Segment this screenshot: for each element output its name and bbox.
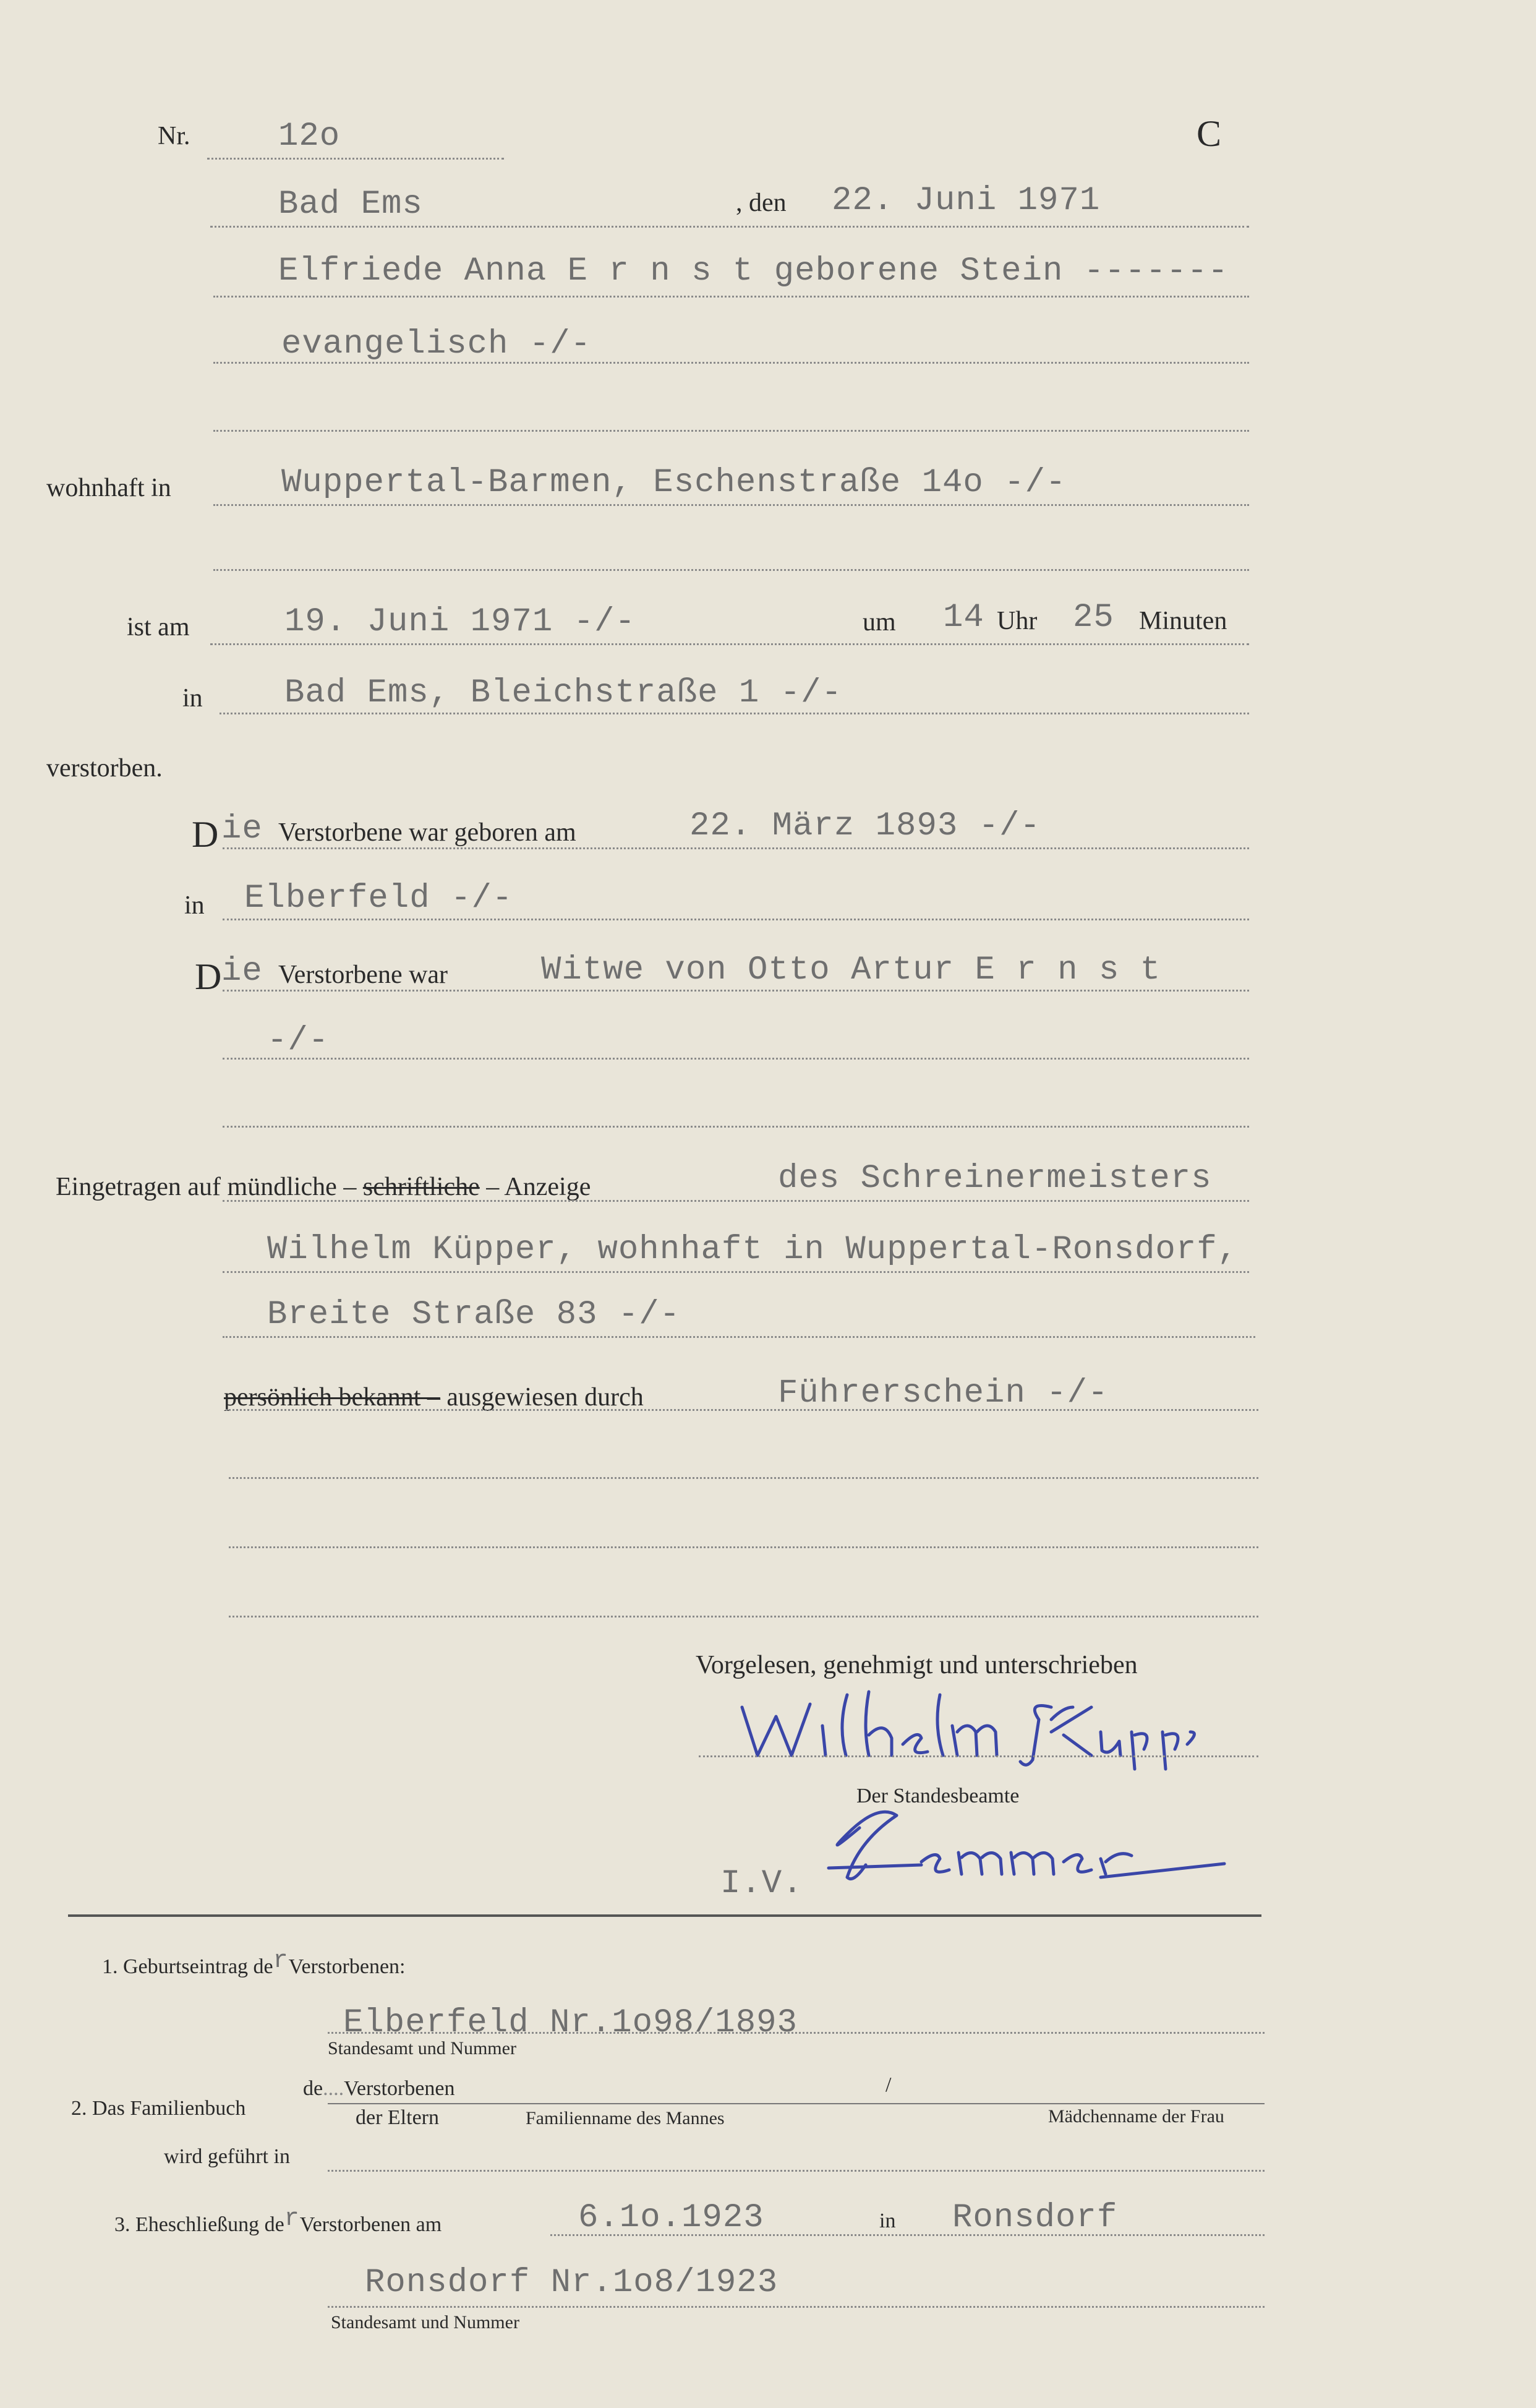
footer-item2-de-text: de bbox=[303, 2077, 323, 2100]
signer-signature bbox=[730, 1682, 1200, 1775]
identification-struck-text: persönlich bekannt – bbox=[224, 1383, 440, 1412]
signer-rule bbox=[699, 1755, 1258, 1757]
footer-item3-in: in bbox=[879, 2209, 896, 2232]
footer-item1-value: Elberfeld Nr.1o98/1893 bbox=[343, 2004, 798, 2042]
registrar-label: Der Standesbeamte bbox=[856, 1785, 1020, 1807]
blank-rule-2 bbox=[213, 569, 1249, 571]
status-line2: -/- bbox=[267, 1022, 330, 1060]
registration-line3: Breite Straße 83 -/- bbox=[267, 1296, 681, 1334]
nr-label: Nr. bbox=[158, 122, 190, 150]
place-rule bbox=[210, 226, 1249, 228]
death-date: 19. Juni 1971 -/- bbox=[284, 603, 636, 641]
footer-item2-caption-mann: Familienname des Mannes bbox=[526, 2108, 725, 2128]
um-label: um bbox=[863, 608, 896, 636]
registration-struck-text: schriftliche bbox=[362, 1173, 480, 1201]
footer-item3-label-start: 3. Eheschließung de bbox=[114, 2213, 284, 2236]
residence-value: Wuppertal-Barmen, Eschenstraße 14o -/- bbox=[281, 464, 1067, 502]
death-in-label: in bbox=[182, 684, 203, 713]
footer-item2-de bbox=[303, 2077, 454, 2101]
iv-label: I.V. bbox=[720, 1865, 803, 1903]
footer-item3-value: Ronsdorf Nr.1o8/1923 bbox=[365, 2264, 779, 2302]
footer-item1-label-end: Verstorbenen: bbox=[288, 1955, 406, 1978]
footer-item2-rule2 bbox=[328, 2170, 1265, 2172]
birth-d-prefix: D bbox=[192, 814, 219, 855]
footer-item2-slash: / bbox=[885, 2073, 892, 2096]
birth-label: Verstorbene war geboren am bbox=[278, 818, 576, 847]
footer-item2-dots: .... bbox=[323, 2077, 344, 2100]
deceased-name: Elfriede Anna E r n s t geborene Stein ------- bbox=[278, 252, 1229, 290]
footer-item3-place: Ronsdorf bbox=[952, 2199, 1118, 2237]
birth-in-label: in bbox=[184, 891, 205, 920]
place-value: Bad Ems bbox=[278, 186, 423, 223]
den-label: , den bbox=[736, 189, 787, 217]
footer-item3-caption: Standesamt und Nummer bbox=[331, 2312, 519, 2333]
footer-item1-sup: r bbox=[273, 1947, 289, 1975]
registration-rule-1 bbox=[223, 1200, 1249, 1202]
status-d-prefix: D bbox=[195, 956, 222, 997]
death-hour: 14 bbox=[943, 599, 984, 636]
verstorben-label: verstorben. bbox=[46, 754, 163, 782]
nr-value: 12o bbox=[278, 118, 341, 155]
status-value: Witwe von Otto Artur E r n s t bbox=[541, 951, 1161, 989]
death-place-rule bbox=[220, 713, 1249, 714]
birth-place-rule bbox=[223, 919, 1249, 920]
registrar-signature bbox=[810, 1791, 1243, 1896]
identification-label bbox=[224, 1382, 644, 1412]
identification-value: Führerschein -/- bbox=[778, 1374, 1109, 1412]
religion-rule bbox=[213, 362, 1249, 364]
residence-label: wohnhaft in bbox=[46, 474, 171, 502]
registration-rule-2 bbox=[223, 1271, 1249, 1273]
uhr-label: Uhr bbox=[997, 607, 1038, 635]
status-label: Verstorbene war bbox=[278, 961, 448, 989]
blank-rule-6 bbox=[229, 1616, 1258, 1617]
section-separator bbox=[68, 1914, 1261, 1917]
nr-rule bbox=[207, 158, 504, 160]
footer-item3-rule bbox=[550, 2234, 1265, 2236]
death-minutes: 25 bbox=[1073, 599, 1114, 636]
form-letter: C bbox=[1197, 113, 1222, 154]
status-rule-2 bbox=[223, 1058, 1249, 1060]
footer-item3-date: 6.1o.1923 bbox=[578, 2199, 764, 2237]
blank-rule-5 bbox=[229, 1546, 1258, 1548]
blank-rule-4 bbox=[229, 1477, 1258, 1479]
death-date-rule bbox=[210, 643, 1249, 645]
footer-item1-caption: Standesamt und Nummer bbox=[328, 2038, 516, 2059]
footer-item1-label bbox=[102, 1947, 406, 1981]
footer-item3-label-end: Verstorbenen am bbox=[299, 2213, 442, 2236]
birth-date-rule bbox=[223, 847, 1249, 849]
footer-item1-label-start: 1. Geburtseintrag de bbox=[102, 1955, 273, 1978]
ist-am-label: ist am bbox=[127, 613, 190, 641]
status-d-suffix: ie bbox=[221, 953, 263, 990]
birth-date: 22. März 1893 -/- bbox=[689, 807, 1041, 845]
footer-item3-sup: r bbox=[284, 2205, 300, 2233]
religion-value: evangelisch -/- bbox=[281, 325, 592, 363]
birth-d-suffix: ie bbox=[221, 810, 263, 848]
birth-place: Elberfeld -/- bbox=[244, 880, 513, 917]
death-place: Bad Ems, Bleichstraße 1 -/- bbox=[284, 674, 842, 712]
footer-item2-verst: Verstorbenen bbox=[344, 2077, 455, 2100]
footer-item2-eltern: der Eltern bbox=[356, 2106, 439, 2129]
footer-item2-caption-frau: Mädchenname der Frau bbox=[1048, 2106, 1224, 2127]
footer-item3-rule2 bbox=[328, 2306, 1265, 2308]
residence-rule bbox=[213, 504, 1249, 506]
status-rule bbox=[223, 990, 1249, 992]
registration-label-end: – Anzeige bbox=[486, 1173, 591, 1201]
footer-item2-rule bbox=[328, 2103, 1265, 2104]
footer-item2-label: 2. Das Familienbuch bbox=[71, 2097, 246, 2120]
identification-rule bbox=[226, 1409, 1258, 1411]
footer-item2-label2: wird geführt in bbox=[164, 2145, 290, 2168]
footer-item1-rule bbox=[328, 2032, 1265, 2034]
minuten-label: Minuten bbox=[1139, 607, 1227, 635]
blank-rule-1 bbox=[213, 430, 1249, 432]
blank-rule-3 bbox=[223, 1126, 1249, 1128]
identification-label-text: ausgewiesen durch bbox=[446, 1383, 644, 1412]
name-rule bbox=[213, 296, 1249, 298]
registration-label-start: Eingetragen auf mündliche – bbox=[56, 1173, 357, 1201]
read-approved-label: Vorgelesen, genehmigt und unterschrieben bbox=[696, 1651, 1138, 1679]
registration-line1: des Schreinermeisters bbox=[778, 1160, 1212, 1198]
registration-rule-3 bbox=[223, 1336, 1255, 1338]
footer-item3-label bbox=[114, 2205, 442, 2239]
registration-label-1 bbox=[56, 1172, 591, 1202]
registration-line2: Wilhelm Küpper, wohnhaft in Wuppertal-Ronsdorf, bbox=[267, 1231, 1239, 1269]
date-value: 22. Juni 1971 bbox=[832, 182, 1101, 220]
